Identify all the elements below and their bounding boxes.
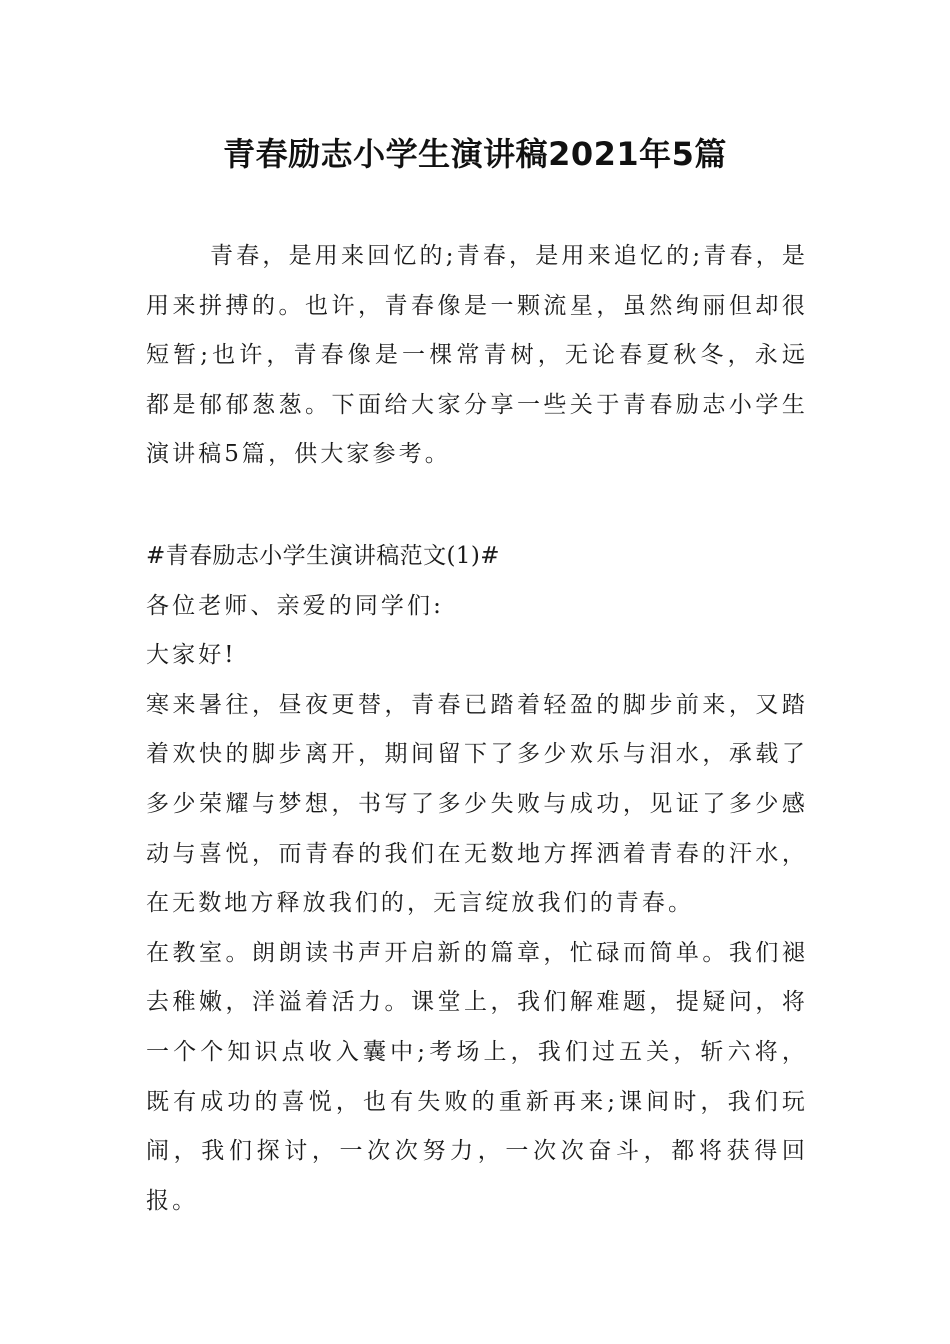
document-title: 青春励志小学生演讲稿2021年5篇 xyxy=(223,135,727,173)
section-heading: #青春励志小学生演讲稿范文(1)# xyxy=(146,542,500,569)
intro-paragraph: 青春，是用来回忆的;青春，是用来追忆的;青春，是用来拼搏的。也许，青春像是一颗流星，虽然绚丽但却很短暂;也许，青春像是一棵常青树，无论春夏秋冬，永远都是郁郁葱葱。下面给大家分享一些关于青春励志小学生演讲稿5篇，供大家参考。 xyxy=(146,243,808,468)
salutation-line: 各位老师、亲爱的同学们: xyxy=(146,592,444,619)
body-paragraph: 寒来暑往，昼夜更替，青春已踏着轻盈的脚步前来，又踏着欢快的脚步离开，期间留下了多少欢乐与泪水，承载了多少荣耀与梦想，书写了多少失败与成功，见证了多少感动与喜悦，而青春的我们在无数地方挥洒着青春的汗水，在无数地方释放我们的，无言绽放我们的青春。 xyxy=(146,691,808,917)
greeting-line: 大家好! xyxy=(146,642,237,669)
body-paragraph: 在教室。朗朗读书声开启新的篇章，忙碌而简单。我们褪去稚嫩，洋溢着活力。课堂上，我们解难题，提疑问，将一个个知识点收入囊中;考场上，我们过五关，斩六将，既有成功的喜悦，也有失败的重新再来;课间时，我们玩闹，我们探讨，一次次努力，一次次奋斗，都将获得回报。 xyxy=(146,939,808,1214)
document-body xyxy=(146,232,808,1226)
